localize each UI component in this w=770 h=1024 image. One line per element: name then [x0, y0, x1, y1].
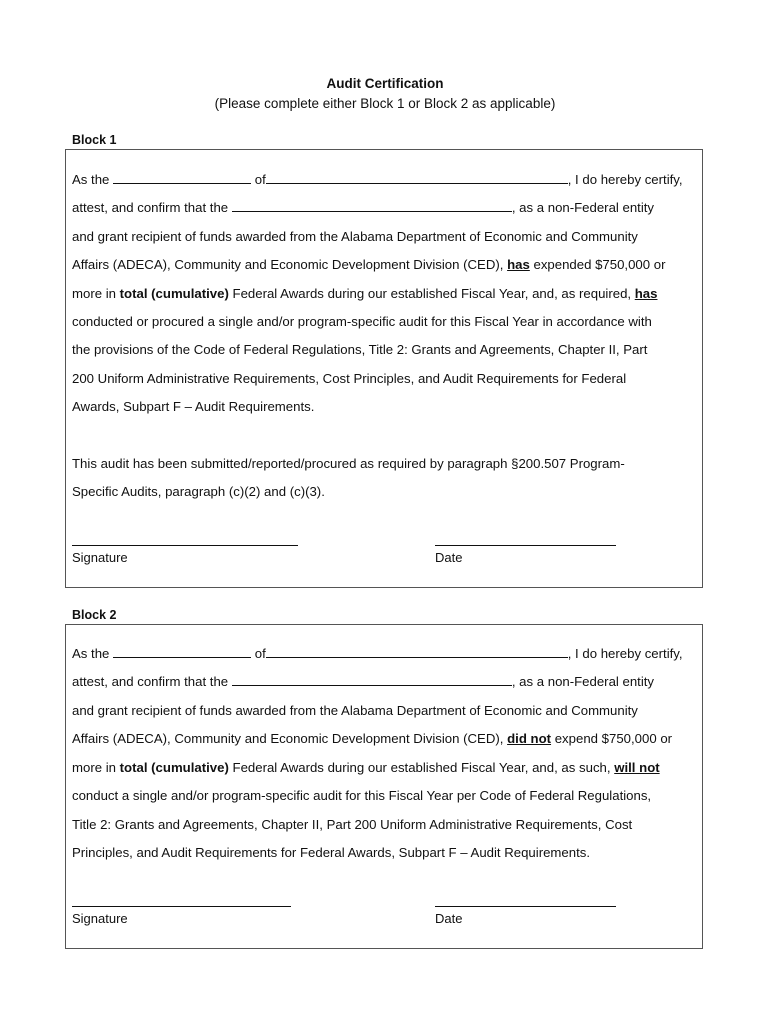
block-1-title-field[interactable]: [113, 172, 251, 184]
emphasis-has: has: [507, 257, 530, 272]
block-1-line-7: the provisions of the Code of Federal Regulations, Title 2: Grants and Agreements, Chapter II, Part: [72, 342, 648, 357]
block-1-line-10: This audit has been submitted/reported/procured as required by paragraph §200.507 Program-: [72, 456, 625, 471]
block-1-signature-label: Signature: [72, 550, 128, 565]
emphasis-total: total (cumulative): [119, 760, 229, 775]
block-2-line-3: and grant recipient of funds awarded from the Alabama Department of Economic and Community: [72, 703, 638, 718]
block-2-line-1: As the of , I do hereby certify,: [72, 646, 683, 661]
block-1-line-3: and grant recipient of funds awarded from the Alabama Department of Economic and Community: [72, 229, 638, 244]
block-1-line-8: 200 Uniform Administrative Requirements, Cost Principles, and Audit Requirements for Federal: [72, 371, 627, 386]
block-1-line-1: As the of , I do hereby certify,: [72, 172, 683, 187]
block-1-date-field[interactable]: [435, 545, 616, 546]
page-subtitle: (Please complete either Block 1 or Block 2 as applicable): [214, 96, 556, 111]
block-1-line-4: Affairs (ADECA), Community and Economic Development Division (CED), has expended $750,000 or: [72, 257, 666, 272]
block-2-line-4: Affairs (ADECA), Community and Economic Development Division (CED), did not expend $750,000 or: [72, 731, 673, 746]
block-2-box: [65, 624, 703, 949]
block-2-line-6: conduct a single and/or program-specific audit for this Fiscal Year per Code of Federal Regulations,: [72, 788, 652, 803]
block-2-title-field[interactable]: [113, 646, 251, 658]
block-1-line-11: Specific Audits, paragraph (c)(2) and (c)(3).: [72, 484, 325, 499]
block-1-line-2: attest, and confirm that the , as a non-Federal entity: [72, 200, 655, 215]
emphasis-did-not: did not: [507, 731, 552, 746]
emphasis-will-not: will not: [614, 760, 660, 775]
block-2-signature-label: Signature: [72, 911, 128, 926]
block-1-organization-field[interactable]: [266, 172, 568, 184]
block-1-entity-field[interactable]: [232, 200, 512, 212]
block-1-signature-field[interactable]: [72, 545, 298, 546]
block-1-line-9: Awards, Subpart F – Audit Requirements.: [72, 399, 315, 414]
page-title: Audit Certification: [326, 76, 444, 91]
block-2-line-2: attest, and confirm that the , as a non-Federal entity: [72, 674, 655, 689]
block-2-label: Block 2: [72, 608, 117, 622]
block-2-date-field[interactable]: [435, 906, 616, 907]
block-1-line-5: more in total (cumulative) Federal Awards during our established Fiscal Year, and, as required, has: [72, 286, 658, 301]
block-2-date-label: Date: [435, 911, 463, 926]
emphasis-has-2: has: [634, 286, 658, 301]
emphasis-total: total (cumulative): [119, 286, 229, 301]
block-1-date-label: Date: [435, 550, 463, 565]
block-2-entity-field[interactable]: [232, 674, 512, 686]
block-2-line-7: Title 2: Grants and Agreements, Chapter II, Part 200 Uniform Administrative Requirements, Cost: [72, 817, 633, 832]
block-2-line-8: Principles, and Audit Requirements for Federal Awards, Subpart F – Audit Requirements.: [72, 845, 590, 860]
block-2-signature-field[interactable]: [72, 906, 291, 907]
block-2-line-5: more in total (cumulative) Federal Awards during our established Fiscal Year, and, as such, will not: [72, 760, 660, 775]
block-1-label: Block 1: [72, 133, 117, 147]
block-2-organization-field[interactable]: [266, 646, 568, 658]
block-1-line-6: conducted or procured a single and/or program-specific audit for this Fiscal Year in accordance with: [72, 314, 652, 329]
